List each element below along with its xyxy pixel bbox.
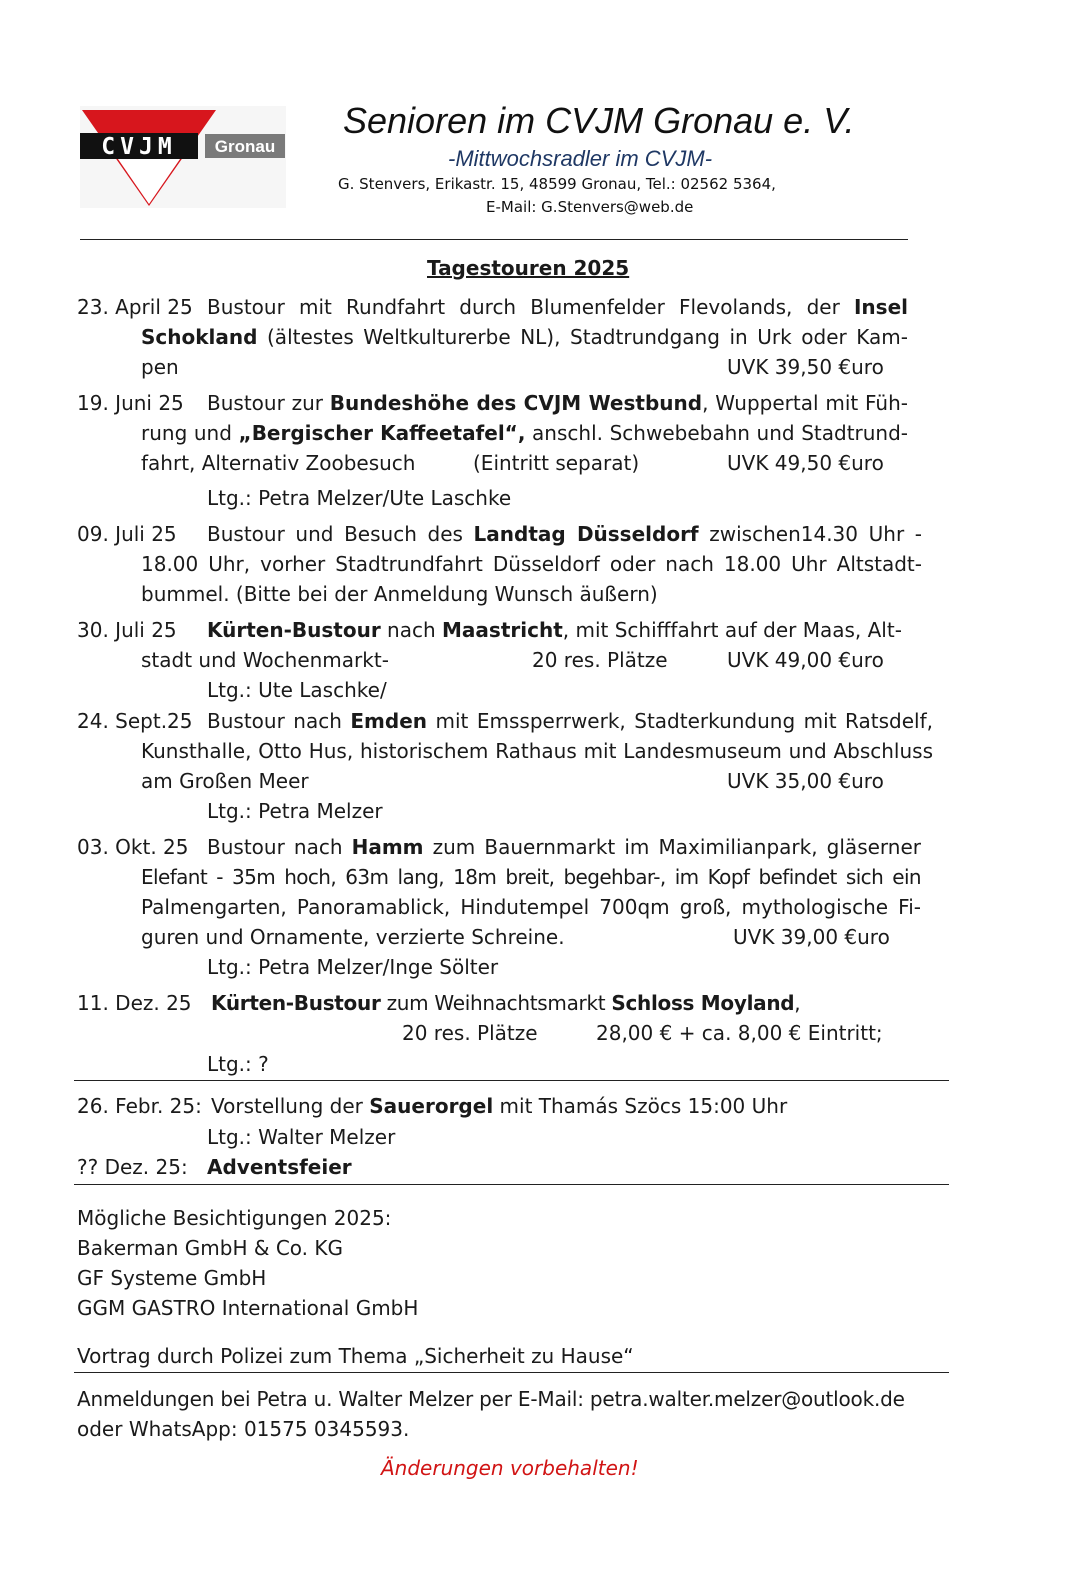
tour-price: UVK 39,50 €uro	[727, 355, 884, 379]
logo-text: CVJM	[101, 134, 177, 160]
header-divider	[80, 239, 908, 240]
tour-text-line: Bustour nach Hamm zum Bauernmarkt im Maximilianpark, gläserner	[207, 835, 921, 859]
tour-leader: Ltg.: Ute Laschke/	[207, 678, 387, 702]
page-title: Senioren im CVJM Gronau e. V.	[343, 100, 855, 141]
tour-text-line: Bustour zur Bundeshöhe des CVJM Westbund, Wuppertal mit Füh-	[207, 391, 909, 415]
visit-item: GF Systeme GmbH	[77, 1266, 267, 1290]
section-divider	[74, 1372, 949, 1373]
tour-text-line: Elefant - 35m hoch, 63m lang, 18m breit, begehbar-, im Kopf befindet sich ein	[141, 865, 921, 889]
tour-price: UVK 39,00 €uro	[733, 925, 890, 949]
event-date: 26. Febr. 25:	[77, 1094, 202, 1118]
page-subtitle: -Mittwochsradler im CVJM-	[448, 146, 713, 171]
tour-price: UVK 49,50 €uro	[727, 451, 884, 475]
section-title: Tagestouren 2025	[427, 256, 630, 280]
tour-text-line: Schokland (ältestes Weltkulturerbe NL), Stadtrundgang in Urk oder Kam-	[141, 325, 908, 349]
tour-date: 30. Juli 25	[77, 618, 177, 642]
contact-email: E-Mail: G.Stenvers@web.de	[486, 198, 694, 216]
tour-text-line: Bustour nach Emden mit Emssperrwerk, Stadterkundung mit Ratsdelf,	[207, 709, 933, 733]
tour-price: UVK 49,00 €uro	[727, 648, 884, 672]
registration-line: oder WhatsApp: 01575 0345593.	[77, 1417, 410, 1441]
tour-date: 19. Juni 25	[77, 391, 184, 415]
tour-note: 20 res. Plätze	[402, 1021, 538, 1045]
tour-date: 09. Juli 25	[77, 522, 177, 546]
changes-notice: Änderungen vorbehalten!	[381, 1456, 639, 1480]
contact-address: G. Stenvers, Erikastr. 15, 48599 Gronau, Tel.: 02562 5364,	[338, 175, 776, 193]
section-divider	[74, 1184, 949, 1185]
tour-text-line: stadt und Wochenmarkt-	[141, 648, 389, 672]
event-text: Vorstellung der Sauerorgel mit Thamás Szöcs 15:00 Uhr	[211, 1094, 788, 1118]
registration-line: Anmeldungen bei Petra u. Walter Melzer per E-Mail: petra.walter.melzer@outlook.de	[77, 1387, 905, 1411]
visit-item: Bakerman GmbH & Co. KG	[77, 1236, 343, 1260]
event-leader: Ltg.: Walter Melzer	[207, 1125, 396, 1149]
talk-line: Vortrag durch Polizei zum Thema „Sicherheit zu Hause“	[77, 1344, 634, 1368]
tour-text-line: 18.00 Uhr, vorher Stadtrundfahrt Düsseldorf oder nach 18.00 Uhr Altstadt-	[141, 552, 922, 576]
tour-text-line: guren und Ornamente, verzierte Schreine.	[141, 925, 565, 949]
tour-text-line: Bustour und Besuch des Landtag Düsseldorf zwischen14.30 Uhr -	[207, 522, 922, 546]
tour-price: 28,00 € + ca. 8,00 € Eintritt;	[596, 1021, 883, 1045]
tour-text-line: Kürten-Bustour nach Maastricht, mit Schifffahrt auf der Maas, Alt-	[207, 618, 902, 642]
tour-leader: Ltg.: ?	[207, 1052, 269, 1076]
tour-leader: Ltg.: Petra Melzer/Ute Laschke	[207, 486, 512, 510]
tour-leader: Ltg.: Petra Melzer	[207, 799, 383, 823]
tour-date: 24. Sept.25	[77, 709, 193, 733]
tour-price: UVK 35,00 €uro	[727, 769, 884, 793]
visits-title: Mögliche Besichtigungen 2025:	[77, 1206, 392, 1230]
tour-note: (Eintritt separat)	[473, 451, 640, 475]
section-divider	[74, 1080, 949, 1081]
tour-text-line: Kürten-Bustour zum Weihnachtsmarkt Schloss Moyland,	[211, 991, 801, 1015]
tour-date: 03. Okt. 25	[77, 835, 189, 859]
cvjm-logo	[80, 106, 286, 208]
tour-text-line: am Großen Meer	[141, 769, 309, 793]
tour-leader: Ltg.: Petra Melzer/Inge Sölter	[207, 955, 499, 979]
tour-text-line: bummel. (Bitte bei der Anmeldung Wunsch äußern)	[141, 582, 658, 606]
event-text: Adventsfeier	[207, 1155, 352, 1179]
event-date: ?? Dez. 25:	[77, 1155, 188, 1179]
tour-text-line: Bustour mit Rundfahrt durch Blumenfelder Flevolands, der Insel	[207, 295, 908, 319]
tour-text-line: Kunsthalle, Otto Hus, historischem Rathaus mit Landesmuseum und Abschluss	[141, 739, 933, 763]
tour-text-line: Palmengarten, Panoramablick, Hindutempel 700qm groß, mythologische Fi-	[141, 895, 921, 919]
logo-badge-text: Gronau	[214, 137, 276, 156]
visit-item: GGM GASTRO International GmbH	[77, 1296, 419, 1320]
tour-note: 20 res. Plätze	[532, 648, 668, 672]
tour-date: 11. Dez. 25	[77, 991, 192, 1015]
tour-text-line: rung und „Bergischer Kaffeetafel“, anschl. Schwebebahn und Stadtrund-	[141, 421, 909, 445]
tour-date: 23. April 25	[77, 295, 193, 319]
tour-text-line: pen	[141, 355, 179, 379]
tour-text-line: fahrt, Alternativ Zoobesuch	[141, 451, 416, 475]
